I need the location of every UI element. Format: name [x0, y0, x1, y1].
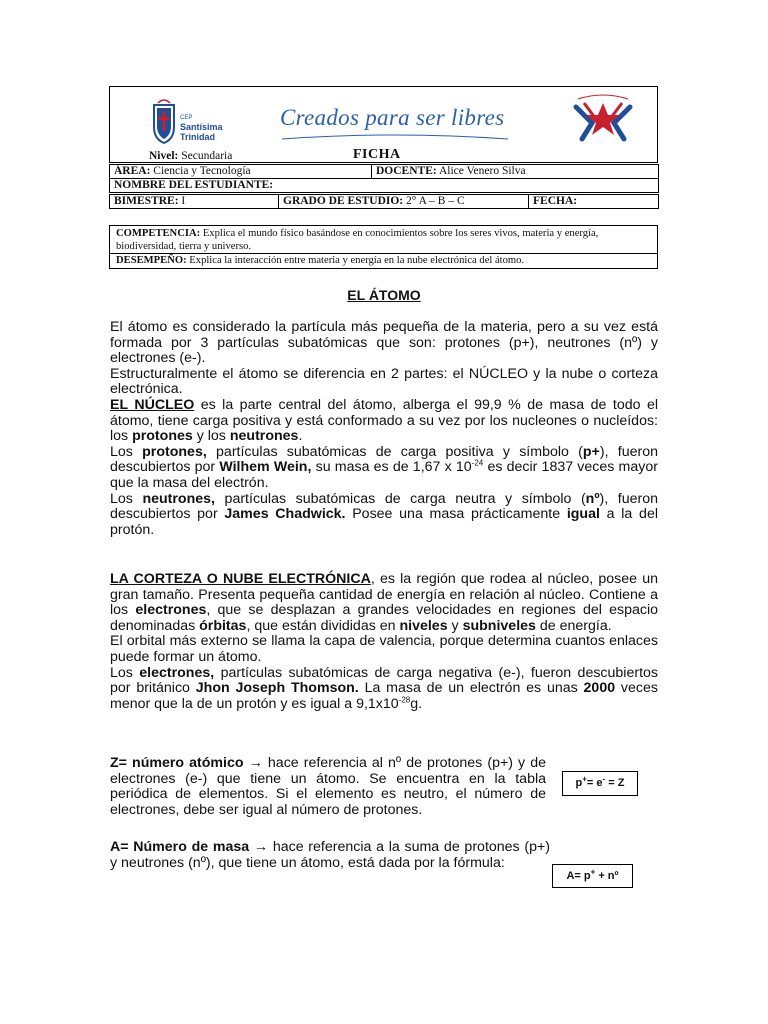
corteza-text-3: , que están divididas en [246, 617, 400, 634]
a-text: hace referencia a la suma de protones (p+) y neutrones (nº), que tiene un átomo, está dada por la fórmula: [110, 839, 550, 871]
neut-b: neutrones, [142, 490, 215, 507]
intro-p1: El átomo es considerado la partícula más pequeña de la materia, pero a su vez está formada por 3 partículas subatómicas que son: protones (p+), neutrones (nº) y electrones (e-). [110, 319, 658, 367]
neut-symbol: nº [585, 490, 600, 507]
z-paragraph [110, 756, 546, 818]
prot-d: ), fueron descubiertos por [110, 443, 658, 476]
neutrones-paragraph [110, 492, 658, 539]
neut-discoverer: James Chadwick. [224, 506, 346, 523]
neut-d: ), fueron descubiertos por [110, 490, 658, 523]
nucleo-heading: EL NÚCLEO [110, 396, 195, 413]
bimestre-cell [110, 195, 279, 209]
nucleo-paragraph [110, 398, 658, 445]
corteza-text-4: y [447, 617, 463, 634]
corteza-orbitas: órbitas [199, 617, 247, 634]
arrow-icon: → [253, 839, 269, 855]
intro-p2: Estructuralmente el átomo se diferencia en 2 partes: el NÚCLEO y la nube o corteza electrónica. [110, 365, 658, 398]
corteza-section [110, 572, 658, 712]
corteza-text-1: , es la región que rodea al núcleo, posee un gran tamaño. Presenta pequeña cantidad de energía en relación al núcleo. Contiene a los [110, 571, 658, 619]
fecha-label: FECHA: [533, 195, 578, 207]
grado-label: GRADO DE ESTUDIO: [283, 195, 404, 207]
el-discoverer: Jhon Joseph Thomson. [195, 680, 359, 697]
arrow-icon: → [248, 755, 263, 771]
z-formula-mid: = e [586, 777, 603, 789]
prot-c: partículas subatómicas de carga positiva y símbolo ( [206, 443, 583, 460]
prot-symbol: p+ [582, 443, 600, 460]
z-label: = número atómico [118, 755, 244, 771]
a-label: = Número de masa [120, 839, 250, 855]
nivel-value: Secundaria [181, 150, 233, 162]
neut-igual: igual [566, 506, 600, 523]
desempeno-label: DESEMPEÑO: [116, 255, 187, 266]
slogan-swoosh-decoration [280, 133, 510, 143]
desempeno-row [110, 254, 657, 267]
nucleo-text-3: . [298, 428, 303, 445]
nucleo-protones: protones [132, 428, 193, 445]
a-formula-end: + nº [595, 870, 619, 882]
nombre-label: NOMBRE DEL ESTUDIANTE: [114, 179, 274, 191]
nucleo-text-2: y los [192, 428, 230, 445]
bimestre-label: BIMESTRE: [114, 195, 179, 207]
prot-f: es decir 1837 veces mayor que la masa del electrón. [110, 459, 658, 491]
z-formula-p-sup: + [582, 774, 587, 784]
info-table-row3 [109, 194, 659, 209]
corteza-text-2: , que se desplazan a grandes velocidades en regiones del espacio denominadas [110, 602, 659, 634]
el-c: partículas subatómicas de carga negativa (e-), fueron descubiertos por británico [110, 664, 658, 697]
intro-paragraph [110, 320, 658, 538]
bimestre-value: I [181, 195, 186, 207]
valencia-paragraph: El orbital más externo se llama la capa de valencia, porque determina cuantos enlaces puede formar un átomo. [110, 633, 658, 665]
el-2000: 2000 [583, 680, 616, 697]
z-formula-box [562, 771, 638, 796]
grado-cell [279, 195, 529, 209]
corteza-subniveles: subniveles [462, 617, 536, 634]
school-logo [150, 97, 240, 147]
nivel-row [109, 147, 658, 164]
area-value-2: Ciencia y Tecnología [153, 165, 251, 177]
electrones-paragraph [110, 666, 658, 713]
fecha-cell[interactable] [529, 195, 659, 209]
a-symbol: A [110, 839, 121, 855]
area-cell-2 [110, 165, 372, 179]
a-formula-sup: + [590, 867, 596, 877]
document-title: EL ÁTOMO [347, 287, 421, 303]
corteza-niveles: niveles [399, 617, 448, 634]
prot-b: protones, [142, 443, 207, 460]
ficha-title: FICHA [353, 147, 401, 162]
neut-f: a la del protón. [110, 506, 658, 538]
desempeno-text: Explica la interacción entre materia y energía en la nube electrónica del átomo. [189, 255, 525, 266]
grado-value: 2° A – B – C [406, 195, 465, 207]
a-paragraph [110, 840, 550, 871]
el-b: electrones, [139, 664, 215, 681]
prot-a: Los [110, 443, 143, 460]
docente-label: DOCENTE: [376, 165, 437, 177]
docente-cell-2 [372, 165, 659, 179]
z-formula-e-sup: - [602, 774, 606, 784]
slogan: Creados para ser libres [280, 105, 505, 130]
corteza-electrones: electrones [135, 602, 207, 619]
neut-e: Posee una masa prácticamente [345, 506, 567, 523]
competencia-box [109, 225, 658, 269]
nucleo-text-1: es la parte central del átomo, alberga el 99,9 % de masa de todo el átomo, tiene carga positiva y está conformado a su vez por los nucleones o nucleídos: los [110, 396, 659, 445]
prot-e: su masa es de 1,67 x 10 [311, 459, 472, 476]
docente-value: Alice Venero Silva [438, 165, 526, 177]
info-table-overlay [109, 164, 659, 193]
el-exponent: -28 [398, 695, 411, 705]
z-formula-p: p [575, 777, 583, 789]
corteza-text-5: de energía. [535, 617, 612, 634]
z-text: hace referencia al nº de protones (p+) y de electrones (e-) que tiene un átomo. Se encuentra en la tabla periódica de elementos. Si el elemento es neutro, el número de electrones, debe ser igual al número de protones. [110, 755, 547, 818]
corteza-paragraph [110, 572, 658, 634]
nivel-label: Nivel: [149, 150, 179, 162]
el-f: g. [410, 695, 423, 712]
prot-exponent: -24 [471, 458, 484, 468]
school-name-line3: Trinidad [180, 132, 216, 142]
nivel [149, 150, 232, 162]
competencia-row [110, 226, 657, 254]
neut-a: Los [110, 490, 143, 507]
protones-paragraph [110, 445, 658, 492]
neut-c: partículas subatómicas de carga neutra y símbolo ( [214, 490, 586, 507]
nombre-cell[interactable] [110, 179, 659, 193]
z-formula-end: = Z [605, 777, 625, 789]
nucleo-neutrones: neutrones [229, 428, 299, 445]
z-symbol: Z [110, 755, 119, 771]
school-name-line1: CEP [180, 115, 193, 121]
competencia-text: Explica el mundo físico basándose en conocimientos sobre los seres vivos, materia y energía, biodiversidad, tierra y universo. [116, 228, 599, 252]
emblem-logo [570, 93, 636, 155]
el-e: veces menor que la de un protón y es igual a 9,1x10 [110, 680, 658, 712]
a-formula-box [552, 864, 633, 888]
competencia-label: COMPETENCIA: [116, 228, 201, 239]
prot-discoverer: Wilhem Wein, [219, 459, 312, 476]
school-name-line2: Santísima [180, 122, 223, 132]
el-d: La masa de un electrón es unas [358, 680, 584, 697]
area-label-2: ÁREA: [114, 165, 151, 177]
a-formula-a: A= p [566, 870, 591, 882]
corteza-heading: LA CORTEZA O NUBE ELECTRÓNICA [110, 571, 371, 587]
el-a: Los [110, 664, 140, 681]
